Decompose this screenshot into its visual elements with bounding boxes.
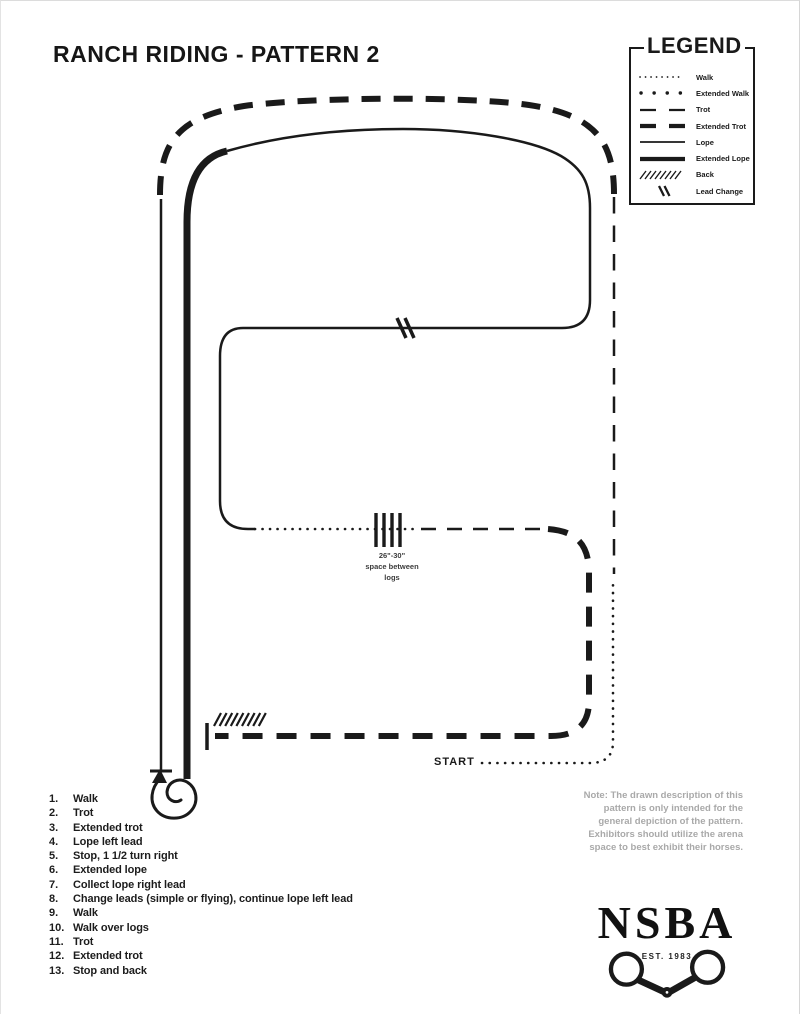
nsba-est-text: EST. 1983 <box>641 952 693 961</box>
step-text: Walk <box>73 907 98 920</box>
step-number: 1. <box>49 793 59 805</box>
nsba-logo-bit-area <box>584 945 750 1005</box>
walk-start-dotted-path <box>482 578 613 763</box>
pattern-steps-list <box>49 792 353 978</box>
step-number: 10. <box>49 921 65 934</box>
step-item-10 <box>49 921 353 935</box>
back-hatch-marks <box>214 713 266 726</box>
step-text: Stop and back <box>73 964 147 977</box>
step-text: Trot <box>73 807 94 820</box>
step-item-7 <box>49 878 353 892</box>
step-item-13 <box>49 964 353 978</box>
legend-label-extended-walk: Extended Walk <box>696 88 750 98</box>
step-item-5 <box>49 849 353 863</box>
page-title: RANCH RIDING - PATTERN 2 <box>53 41 380 67</box>
step-number: 7. <box>49 878 59 891</box>
step-number: 4. <box>49 835 59 848</box>
disclaimer-note <box>571 789 743 854</box>
legend-label-lead-change: Lead Change <box>696 186 744 196</box>
extended-trot-top-arc-path <box>160 99 614 195</box>
step-item-4 <box>49 835 353 849</box>
step-number: 6. <box>49 864 59 877</box>
step-item-9 <box>49 906 353 920</box>
legend-label-back: Back <box>696 170 714 180</box>
logs-note-line1: 26"-30" <box>378 551 406 560</box>
step-text: Stop, 1 1/2 turn right <box>73 850 178 863</box>
note-line2: pattern is only intended for the <box>603 803 743 814</box>
nsba-logo <box>584 897 750 1005</box>
legend-label-trot: Trot <box>696 105 711 115</box>
step-number: 13. <box>49 964 65 977</box>
step-text: Lope left lead <box>73 835 143 848</box>
step-item-12 <box>49 949 353 963</box>
step-number: 2. <box>49 807 59 820</box>
logs-note-line2: space between <box>365 562 419 571</box>
step-text: Walk <box>73 793 98 805</box>
step-number: 12. <box>49 950 65 963</box>
step-text: Extended lope <box>73 864 147 877</box>
step-text: Extended trot <box>73 821 143 834</box>
note-line4: Exhibitors should utilize the arena <box>588 829 743 840</box>
legend-label-lope: Lope <box>696 137 714 147</box>
nsba-logo-wordmark: NSBA <box>597 897 737 948</box>
logs-poles <box>376 513 400 547</box>
step-number: 5. <box>49 850 59 863</box>
legend-label-extended-lope: Extended Lope <box>696 154 750 164</box>
legend-label-extended-trot: Extended Trot <box>696 121 747 131</box>
step-text: Trot <box>73 935 94 948</box>
step-item-2 <box>49 806 353 820</box>
note-line1: Note: The drawn description of this <box>583 790 743 801</box>
lope-inner-loop-path <box>220 129 590 529</box>
step-number: 9. <box>49 907 59 920</box>
step-item-8 <box>49 892 353 906</box>
step-number: 8. <box>49 893 59 906</box>
step-text: Extended trot <box>73 950 143 963</box>
step-item-3 <box>49 821 353 835</box>
step-item-11 <box>49 935 353 949</box>
note-line3: general depiction of the pattern. <box>598 816 743 827</box>
legend-label-walk: Walk <box>696 72 714 82</box>
step-number: 3. <box>49 821 59 834</box>
step-text: Walk over logs <box>73 921 149 934</box>
step-text: Change leads (simple or flying), continue lope left lead <box>73 893 353 906</box>
step-number: 11. <box>49 935 64 948</box>
logs-spacing-note <box>351 550 433 583</box>
step-item-1 <box>49 792 353 806</box>
note-line5: space to best exhibit their horses. <box>589 842 743 853</box>
step-item-6 <box>49 863 353 877</box>
step-text: Collect lope right lead <box>73 878 186 891</box>
legend-title: LEGEND <box>644 34 745 58</box>
logs-note-line3: logs <box>384 573 400 582</box>
start-label: START <box>434 756 475 768</box>
